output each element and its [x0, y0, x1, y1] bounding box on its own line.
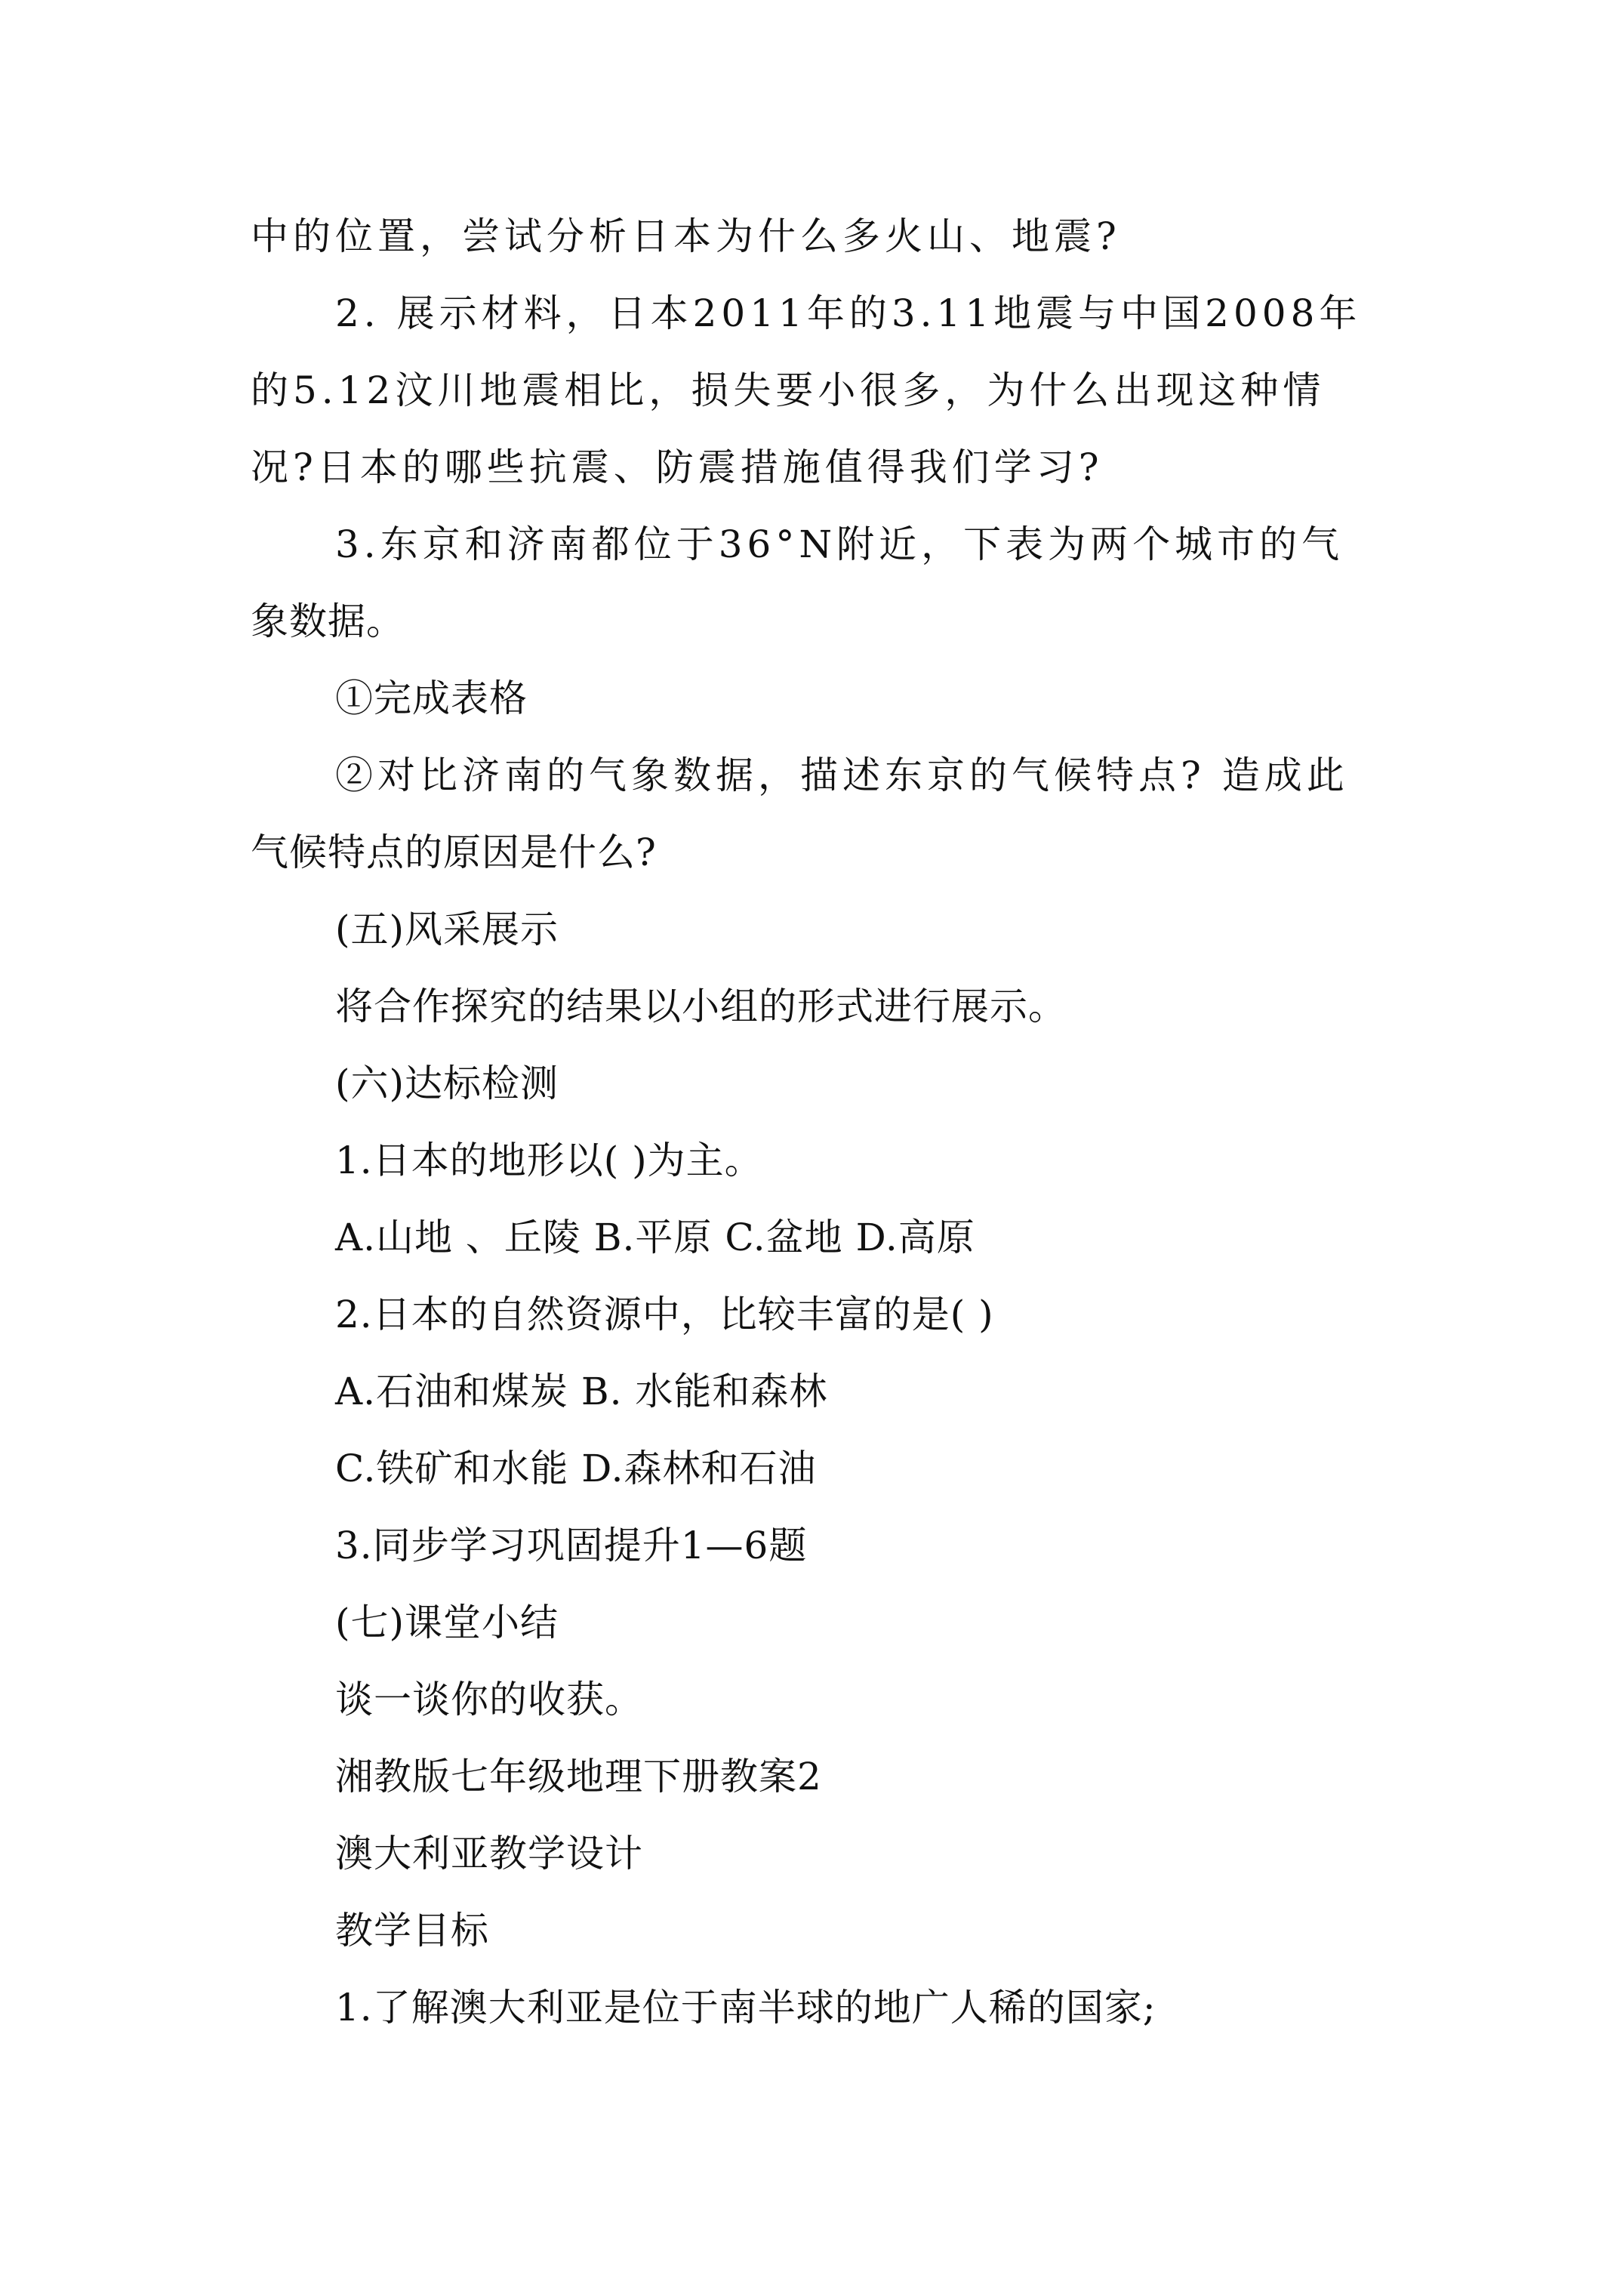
paragraph-line: 2. 展示材料，日本2011年的3.11地震与中国2008年: [335, 291, 1362, 335]
answer-options: A.山地 、丘陵 B.平原 C.盆地 D.高原: [335, 1216, 975, 1259]
paragraph-line: 将合作探究的结果以小组的形式进行展示。: [335, 985, 1067, 1028]
question-line: 1.日本的地形以( )为主。: [335, 1139, 763, 1182]
section-heading: (七)课堂小结: [335, 1601, 559, 1644]
answer-options: C.铁矿和水能 D.森林和石油: [335, 1447, 817, 1490]
paragraph-line: 象数据。: [251, 599, 405, 643]
paragraph-line: 谈一谈你的收获。: [335, 1678, 643, 1721]
paragraph-line: 中的位置，尝试分析日本为什么多火山、地震?: [251, 214, 1121, 258]
document-body: [251, 198, 1383, 2046]
paragraph-line: 1.了解澳大利亚是位于南半球的地广人稀的国家;: [335, 1986, 1156, 2029]
paragraph-line: ①完成表格: [335, 676, 528, 720]
paragraph-line: 况?日本的哪些抗震、防震措施值得我们学习?: [251, 445, 1104, 489]
document-title: 湘教版七年级地理下册教案2: [335, 1755, 822, 1798]
paragraph-line: 3.东京和济南都位于36°N附近，下表为两个城市的气: [335, 522, 1344, 566]
section-heading: (六)达标检测: [335, 1062, 559, 1105]
paragraph-line: 气候特点的原因是什么?: [251, 831, 657, 874]
answer-options: A.石油和煤炭 B. 水能和森林: [335, 1370, 828, 1413]
section-heading: 澳大利亚教学设计: [335, 1832, 643, 1875]
section-heading: (五)风采展示: [335, 908, 559, 951]
paragraph-line: ②对比济南的气象数据，描述东京的气候特点? 造成此: [335, 754, 1349, 797]
question-line: 3.同步学习巩固提升1—6题: [335, 1524, 808, 1567]
question-line: 2.日本的自然资源中，比较丰富的是( ): [335, 1293, 994, 1336]
paragraph-line: 的5.12汶川地震相比，损失要小很多，为什么出现这种情: [251, 368, 1326, 412]
section-heading: 教学目标: [335, 1909, 489, 1952]
